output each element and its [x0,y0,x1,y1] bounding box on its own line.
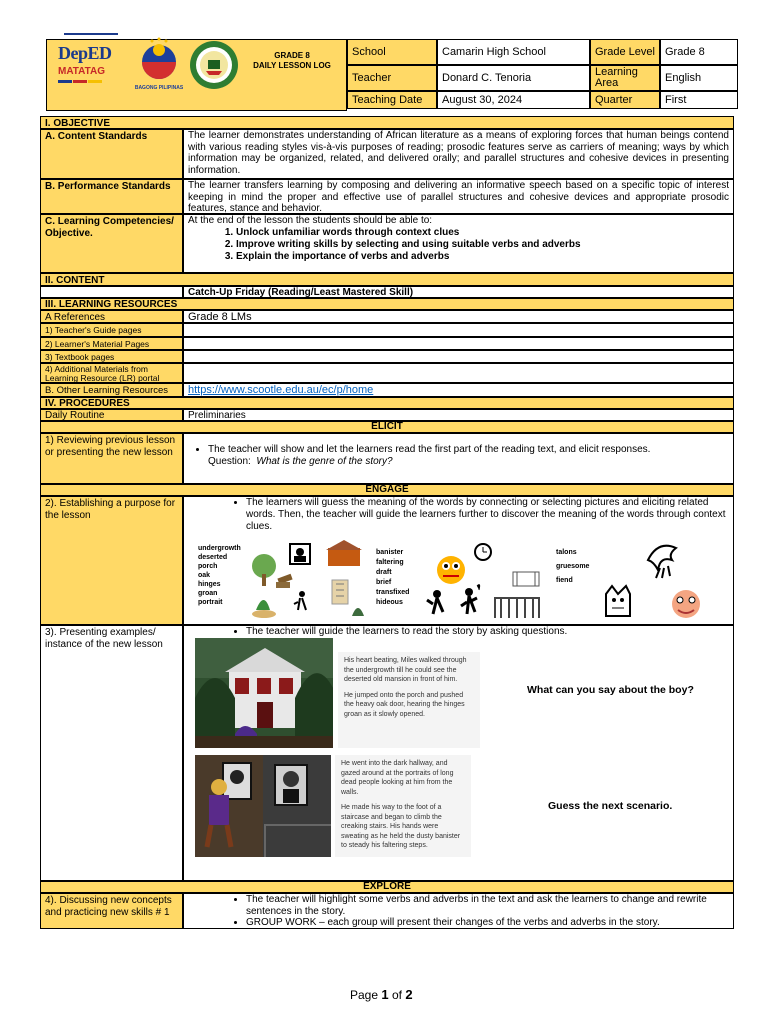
story2-question: Guess the next scenario. [548,800,673,812]
performance-standards-label: B. Performance Standards [40,179,183,214]
page-number: 1 [381,987,389,1002]
step4-bullet: • The teacher will highlight some verbs and adverbs in the text and ask the learners to change and rewrite sentences in the story. [246,894,729,917]
references-label: A References [40,310,183,323]
scootle-link[interactable]: https://www.scootle.edu.au/ec/p/home [188,384,374,396]
vocab-group-3: talons gruesome fiend [556,549,590,584]
vocab-pictures-1 [248,540,368,622]
deped-logo-text: DepED [58,43,112,63]
header-title [240,46,344,76]
daily-routine-value: Preliminaries [183,409,734,421]
procedures-heading: IV. PROCEDURES [40,397,734,409]
learning-area-value: English [660,65,738,91]
step4-bullet: • GROUP WORK – each group will present their changes of the verbs and adverbs in the story. [246,917,729,929]
learning-area-label: Learning Area [590,65,660,91]
teacher-value: Donard C. Tenoria [437,65,590,91]
content-heading: II. CONTENT [40,273,734,286]
teachers-guide-value [183,323,734,337]
step3-bullet: • The teacher will guide the learners to read the story by asking questions. [246,626,729,637]
teacher-label: Teacher [347,65,437,91]
vocab-group-2: banister faltering draft brief transfixed hideous [376,549,410,606]
learners-material-label: 2) Learner's Material Pages [40,337,183,350]
story-text-1 [338,652,480,748]
competency-item: 2. Improve writing skills by selecting and using suitable verbs and adverbs [236,239,729,251]
page-total: 2 [405,987,413,1002]
references-value: Grade 8 LMs [183,310,734,323]
story2-paragraph-2: He made his way to the foot of a staircase and began to climb the creaking stairs. His hands were sweating as he held the dusty banister to steady his faltering steps. [341,804,461,849]
step4-cell [183,893,734,929]
content-text: Catch-Up Friday (Reading/Least Mastered Skill) [183,286,734,298]
story-image-hallway [195,755,331,857]
question-text: What is the genre of the story? [256,456,393,467]
header-title-line1: GRADE 8 [274,51,310,60]
quarter-value: First [660,91,738,109]
step3-label: 3). Presenting examples/ instance of the new lesson [40,625,183,881]
step1-label: 1) Reviewing previous lesson or presenting the new lesson [40,433,183,484]
of-word: of [391,988,402,1002]
school-seal-logo [189,40,239,90]
competencies-list [188,227,729,263]
story1-paragraph-1: His heart beating, Miles walked through the undergrowth till he could see the deserted old mansion in front of him. [344,657,467,683]
page-word: Page [350,988,379,1002]
textbook-pages-value [183,350,734,363]
objective-heading: I. OBJECTIVE [40,116,734,129]
textbook-pages-label: 3) Textbook pages [40,350,183,363]
story-text-2 [335,755,471,857]
deped-top-line [64,33,118,35]
content-standards-text: The learner demonstrates understanding of African literature as a means of exploring forces that human beings contend with various reading styles vis-à-vis purposes of reading; prosodic features serve as carriers of meaning; ways by which information may be organized, related, and delivered orally; and parallel structures and cohesive devices in presenting information. [183,129,734,179]
school-label: School [347,39,437,65]
step4-label: 4). Discussing new concepts and practicing new skills # 1 [40,893,183,929]
other-resources-label: B. Other Learning Resources [40,383,183,397]
learning-resources-heading: III. LEARNING RESOURCES [40,298,734,310]
learners-material-value [183,337,734,350]
step1-bullet: • The teacher will show and let the learners read the first part of the reading text, and elicit responses. [208,444,729,456]
matatag-text: MATATAG [58,66,106,77]
story1-paragraph-2: He jumped onto the porch and pushed the heavy oak door, hearing the hinges groan as it slowly opened. [344,691,465,718]
daily-routine-label: Daily Routine [40,409,183,421]
bagong-pilipinas-text: BAGONG PILIPINAS [134,85,184,91]
vocab-pictures-3 [600,540,716,624]
bagong-pilipinas-logo [130,36,188,91]
competencies-intro: At the end of the lesson the students should be able to: [188,215,433,226]
content-standards-label: A. Content Standards [40,129,183,179]
lr-portal-value [183,363,734,383]
page-footer [350,987,413,1002]
step2-label: 2). Establishing a purpose for the lesson [40,496,183,625]
learning-competencies-cell [183,214,734,273]
teaching-date-value: August 30, 2024 [437,91,590,109]
deped-logo [58,42,122,84]
learning-competencies-label: C. Learning Competencies/ Objective. [40,214,183,273]
step1-cell [183,433,734,484]
story2-paragraph-1: He went into the dark hallway, and gazed around at the portraits of long dead people looking at him from the walls. [341,760,454,796]
competency-item: 3. Explain the importance of verbs and adverbs [236,251,729,263]
story-image-mansion [195,638,333,748]
header-title-line2: DAILY LESSON LOG [253,61,331,70]
step2-bullet: • The learners will guess the meaning of the words by connecting or selecting pictures and eliciting related words. Then, the teacher will guide the learners further to discover the meaning of the words through context clues. [246,497,729,533]
explore-heading: EXPLORE [40,881,734,893]
teachers-guide-label: 1) Teacher's Guide pages [40,323,183,337]
quarter-label: Quarter [590,91,660,109]
other-resources-cell [183,383,734,397]
question-label: Question: [208,456,251,467]
competency-item: 1. Unlock unfamiliar words through context clues [236,227,729,239]
elicit-heading: ELICIT [40,421,734,433]
teaching-date-label: Teaching Date [347,91,437,109]
vocab-pictures-2 [421,542,551,624]
vocab-group-1: undergrowth deserted porch oak hinges groan portrait [198,545,241,606]
performance-standards-text: The learner transfers learning by composing and delivering an informative speech based on a specific topic of interest keeping in mind the proper and effective use of parallel structures and cohesive devices and appropriate prosodic features, stance and behavior. [183,179,734,214]
story1-question: What can you say about the boy? [527,684,694,696]
grade-level-value: Grade 8 [660,39,738,65]
engage-heading: ENGAGE [40,484,734,496]
lr-portal-label: 4) Additional Materials from Learning Resource (LR) portal [40,363,183,383]
vocabulary-pictures [196,540,716,624]
school-value: Camarin High School [437,39,590,65]
content-left-cell [40,286,183,298]
grade-level-label: Grade Level [590,39,660,65]
